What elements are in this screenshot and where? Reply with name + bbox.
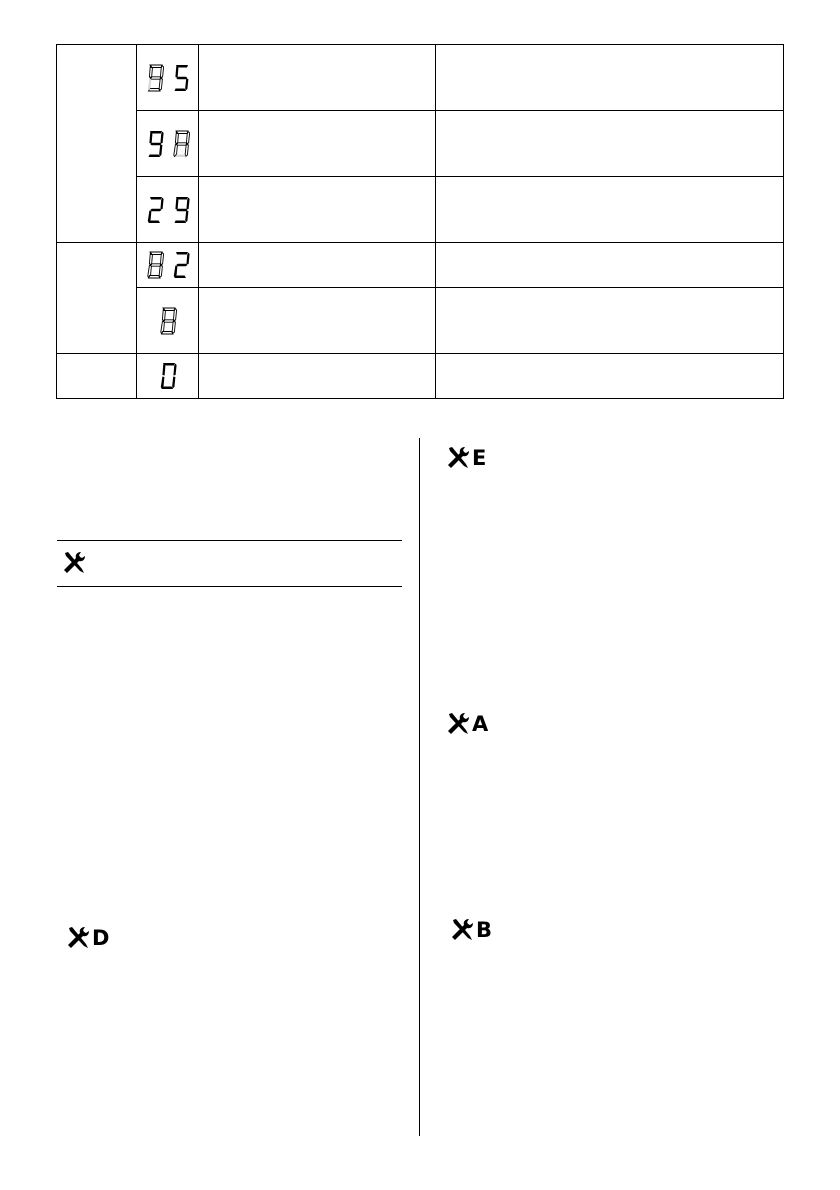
digit-segment-d bbox=[148, 88, 160, 91]
note-cell bbox=[436, 288, 784, 354]
table-row bbox=[57, 354, 784, 399]
section-b-heading bbox=[450, 918, 492, 942]
description-cell bbox=[199, 45, 436, 111]
seven-segment-display bbox=[140, 62, 196, 94]
wrench-icon bbox=[66, 926, 90, 950]
digit-segment-a bbox=[163, 363, 175, 366]
digit-segment-d bbox=[148, 154, 160, 157]
wrench-icon bbox=[450, 918, 474, 942]
table-row bbox=[57, 45, 784, 111]
description-cell bbox=[199, 243, 436, 288]
section-letter: E bbox=[472, 446, 487, 470]
digit-segment-d bbox=[174, 276, 186, 279]
wrench-icon bbox=[62, 551, 86, 575]
seven-segment-display bbox=[140, 128, 196, 160]
wrench-box-heading bbox=[62, 551, 88, 575]
wrench-icon bbox=[446, 446, 470, 470]
digit-segment-c bbox=[159, 78, 162, 90]
note-cell bbox=[436, 111, 784, 177]
digit-segment-a bbox=[150, 197, 162, 200]
digit-segment-g bbox=[176, 264, 187, 266]
digit-segment-d bbox=[148, 220, 160, 223]
note-cell bbox=[436, 45, 784, 111]
note-cell bbox=[436, 243, 784, 288]
digit-segment-d bbox=[174, 220, 186, 223]
digit-segment-g bbox=[176, 208, 187, 210]
digit-segment-c bbox=[159, 144, 162, 156]
digit-segment-g bbox=[176, 76, 187, 78]
seven-segment-display bbox=[140, 305, 196, 337]
note-cell bbox=[436, 177, 784, 243]
digit-segment-a bbox=[176, 65, 188, 68]
description-cell bbox=[199, 288, 436, 354]
display-code-table bbox=[56, 44, 784, 399]
digit-segment-g bbox=[150, 208, 161, 210]
box-top-rule bbox=[57, 540, 402, 541]
seven-segment-display bbox=[140, 249, 196, 281]
display-cell bbox=[137, 45, 199, 111]
digit-segment-c bbox=[159, 266, 162, 278]
section-e-heading bbox=[446, 446, 486, 470]
digit-segment-c bbox=[185, 78, 188, 90]
digit-segment-a bbox=[150, 131, 162, 134]
digit-segment-c bbox=[172, 321, 175, 333]
wrench-icon bbox=[446, 712, 470, 736]
display-cell bbox=[137, 243, 199, 288]
description-cell bbox=[199, 177, 436, 243]
description-cell bbox=[199, 111, 436, 177]
column-divider bbox=[419, 438, 420, 1136]
group-cell bbox=[57, 243, 137, 354]
section-letter: D bbox=[92, 926, 110, 950]
digit-segment-c bbox=[172, 377, 175, 389]
digit-segment-d bbox=[161, 387, 173, 390]
table-row bbox=[57, 111, 784, 177]
digit-segment-a bbox=[176, 252, 188, 255]
display-cell bbox=[137, 288, 199, 354]
digit-segment-d bbox=[174, 88, 186, 91]
description-cell bbox=[199, 354, 436, 399]
section-a-heading bbox=[446, 712, 488, 736]
display-cell bbox=[137, 354, 199, 399]
seven-segment-display bbox=[140, 360, 196, 392]
group-cell bbox=[57, 354, 137, 399]
digit-segment-c bbox=[185, 210, 188, 222]
table-row bbox=[57, 288, 784, 354]
digit-segment-c bbox=[185, 144, 188, 156]
digit-segment-g bbox=[150, 142, 161, 144]
table-row bbox=[57, 177, 784, 243]
note-cell bbox=[436, 354, 784, 399]
table-row bbox=[57, 243, 784, 288]
display-cell bbox=[137, 111, 199, 177]
digit-segment-a bbox=[176, 197, 188, 200]
box-bottom-rule bbox=[57, 586, 402, 587]
section-letter: A bbox=[472, 712, 489, 736]
seven-segment-display bbox=[140, 194, 196, 226]
section-letter: B bbox=[476, 918, 493, 942]
section-d-heading bbox=[66, 926, 109, 950]
display-cell bbox=[137, 177, 199, 243]
group-cell bbox=[57, 45, 137, 243]
